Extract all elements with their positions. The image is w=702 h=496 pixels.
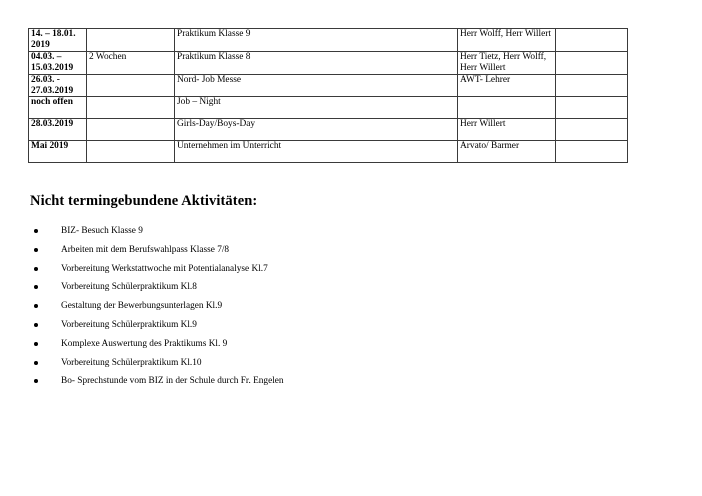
responsible-cell: AWT- Lehrer (458, 75, 556, 97)
activity-cell: Praktikum Klasse 8 (175, 52, 458, 75)
list-item-text: Gestaltung der Bewerbungsunterlagen Kl.9 (61, 301, 223, 312)
note-cell (556, 52, 628, 75)
bullet-icon (34, 342, 38, 346)
list-item-text: Bo- Sprechstunde vom BIZ in der Schule durch Fr. Engelen (61, 376, 284, 387)
list-item (30, 357, 284, 376)
table-row (29, 75, 628, 97)
date-cell: 14. – 18.01. 2019 (29, 29, 87, 52)
list-item (30, 263, 284, 282)
schedule-table (28, 28, 628, 163)
table-row (29, 29, 628, 52)
list-item-text: Vorbereitung Schülerpraktikum Kl.10 (61, 357, 202, 368)
date-cell: 26.03. - 27.03.2019 (29, 75, 87, 97)
note-cell (556, 75, 628, 97)
date-cell: Mai 2019 (29, 141, 87, 163)
list-item-text: Arbeiten mit dem Berufswahlpass Klasse 7/8 (61, 244, 230, 255)
list-item (30, 375, 284, 394)
date-cell: 28.03.2019 (29, 119, 87, 141)
activity-cell: Unternehmen im Unterricht (175, 141, 458, 163)
note-cell (556, 141, 628, 163)
list-item (30, 319, 284, 338)
responsible-cell: Herr Willert (458, 119, 556, 141)
note-cell (556, 119, 628, 141)
duration-cell: 2 Wochen (87, 52, 175, 75)
list-item (30, 300, 284, 319)
bullet-icon (34, 379, 38, 383)
list-item-text: BIZ- Besuch Klasse 9 (61, 226, 143, 236)
bullet-icon (34, 248, 38, 252)
note-cell (556, 97, 628, 119)
duration-cell (87, 75, 175, 97)
note-cell (556, 29, 628, 52)
section-heading: Nicht termingebundene Aktivitäten: (30, 193, 258, 209)
duration-cell (87, 29, 175, 52)
activity-cell: Job – Night (175, 97, 458, 119)
list-item (30, 338, 284, 357)
list-item-text: Vorbereitung Werkstattwoche mit Potentialanalyse Kl.7 (61, 263, 268, 274)
list-item-text: Vorbereitung Schülerpraktikum Kl.9 (61, 319, 197, 330)
bullet-icon (34, 361, 38, 365)
date-cell: noch offen (29, 97, 87, 119)
list-item (30, 281, 284, 300)
bullet-icon (34, 229, 38, 233)
bullet-icon (34, 304, 38, 308)
responsible-cell (458, 97, 556, 119)
activity-cell: Girls-Day/Boys-Day (175, 119, 458, 141)
table-row (29, 52, 628, 75)
table-row (29, 141, 628, 163)
bullet-icon (34, 323, 38, 327)
date-cell: 04.03. – 15.03.2019 (29, 52, 87, 75)
list-item (30, 225, 284, 244)
duration-cell (87, 141, 175, 163)
activity-cell: Nord- Job Messe (175, 75, 458, 97)
table-row (29, 119, 628, 141)
bullet-icon (34, 285, 38, 289)
activities-list (30, 225, 284, 394)
list-item (30, 244, 284, 263)
list-item-text: Komplexe Auswertung des Praktikums Kl. 9 (61, 338, 228, 349)
list-item-text: Vorbereitung Schülerpraktikum Kl.8 (61, 282, 197, 293)
table-row (29, 97, 628, 119)
bullet-icon (34, 267, 38, 271)
responsible-cell: Herr Wolff, Herr Willert (458, 29, 556, 52)
duration-cell (87, 97, 175, 119)
duration-cell (87, 119, 175, 141)
responsible-cell: Herr Tietz, Herr Wolff, Herr Willert (458, 52, 556, 75)
responsible-cell: Arvato/ Barmer (458, 141, 556, 163)
activity-cell: Praktikum Klasse 9 (175, 29, 458, 52)
